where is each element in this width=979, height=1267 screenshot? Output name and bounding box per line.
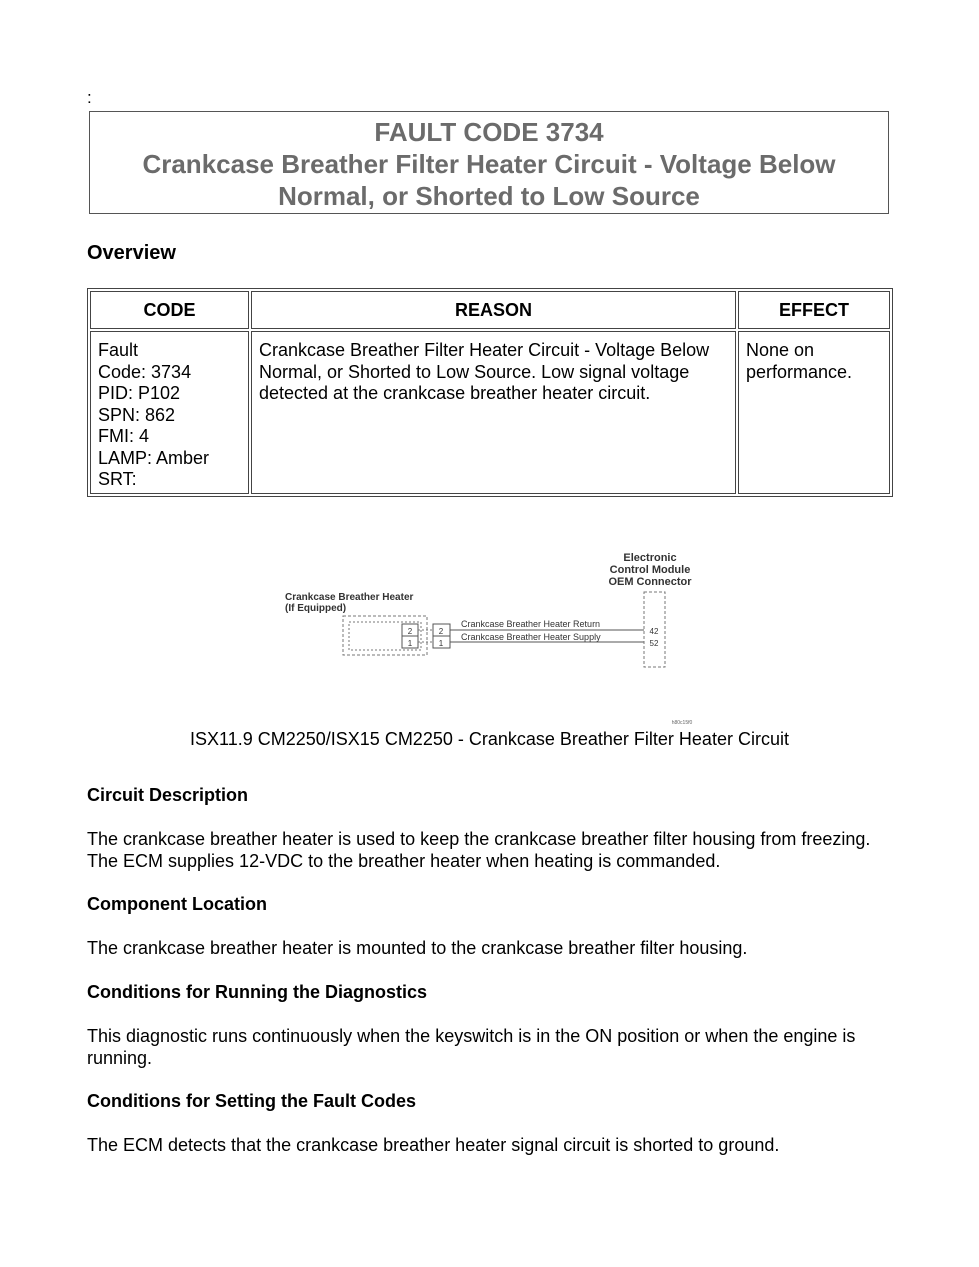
conditions-running-heading: Conditions for Running the Diagnostics bbox=[87, 982, 427, 1002]
overview-table bbox=[87, 288, 893, 497]
conditions-setting-text: The ECM detects that the crankcase breather heater signal circuit is shorted to ground. bbox=[87, 1135, 780, 1155]
conditions-setting-heading: Conditions for Setting the Fault Codes bbox=[87, 1091, 416, 1111]
ecm-label-2: Control Module bbox=[609, 564, 691, 576]
harness-pin-2: 2 bbox=[438, 627, 444, 636]
ecm-pin-52: 52 bbox=[649, 639, 659, 648]
code-line-lamp: LAMP: Amber bbox=[98, 447, 210, 468]
header-effect: EFFECT bbox=[738, 291, 890, 329]
leading-colon: : bbox=[87, 88, 92, 107]
effect-cell: None on performance. bbox=[738, 331, 890, 494]
code-line-srt: SRT: bbox=[98, 469, 137, 489]
code-cell bbox=[90, 331, 249, 494]
code-line-code: Code: 3734 bbox=[98, 361, 192, 382]
harness-pin-1: 1 bbox=[438, 639, 444, 648]
heater-label-1: Crankcase Breather Heater bbox=[285, 592, 414, 603]
fault-code-title: FAULT CODE 3734 bbox=[374, 117, 604, 147]
circuit-description-heading: Circuit Description bbox=[87, 785, 249, 805]
circuit-description-text: The crankcase breather heater is used to keep the crankcase breather filter housing from freezing. The ECM supplies 12-VDC to the breather heater when heating is commanded. bbox=[87, 829, 871, 871]
figure-id: h80c15f0 bbox=[671, 720, 693, 726]
header-code: CODE bbox=[90, 291, 249, 329]
fault-title-box bbox=[89, 111, 889, 214]
code-line-fmi: FMI: 4 bbox=[98, 426, 150, 446]
fault-description-line-2: Normal, or Shorted to Low Source bbox=[278, 181, 700, 211]
code-line-spn: SPN: 862 bbox=[98, 404, 176, 425]
supply-wire-label: Crankcase Breather Heater Supply bbox=[461, 632, 601, 642]
heater-pin-2: 2 bbox=[407, 627, 413, 636]
ecm-label-1: Electronic bbox=[623, 552, 677, 564]
return-wire-label: Crankcase Breather Heater Return bbox=[461, 619, 601, 629]
fault-description-line-1: Crankcase Breather Filter Heater Circuit - Voltage Below bbox=[142, 149, 836, 179]
ecm-label-3: OEM Connector bbox=[608, 576, 692, 588]
header-reason: REASON bbox=[251, 291, 736, 329]
overview-heading: Overview bbox=[87, 242, 176, 264]
component-location-heading: Component Location bbox=[87, 894, 267, 914]
conditions-running-text: This diagnostic runs continuously when the keyswitch is in the ON position or when the engine is running. bbox=[87, 1026, 856, 1068]
component-location-text: The crankcase breather heater is mounted to the crankcase breather filter housing. bbox=[87, 938, 748, 958]
ecm-pin-42: 42 bbox=[649, 627, 659, 636]
diagram-caption: ISX11.9 CM2250/ISX15 CM2250 - Crankcase Breather Filter Heater Circuit bbox=[190, 729, 789, 749]
heater-pin-1: 1 bbox=[407, 639, 413, 648]
circuit-diagram bbox=[280, 545, 710, 730]
code-line-pid: PID: P102 bbox=[98, 383, 181, 403]
code-line-fault: Fault bbox=[98, 340, 139, 360]
reason-cell: Crankcase Breather Filter Heater Circuit - Voltage Below Normal, or Shorted to Low Source. Low signal voltage detected at the crankcase breather heater circuit. bbox=[251, 331, 736, 494]
heater-label-2: (If Equipped) bbox=[285, 603, 347, 614]
